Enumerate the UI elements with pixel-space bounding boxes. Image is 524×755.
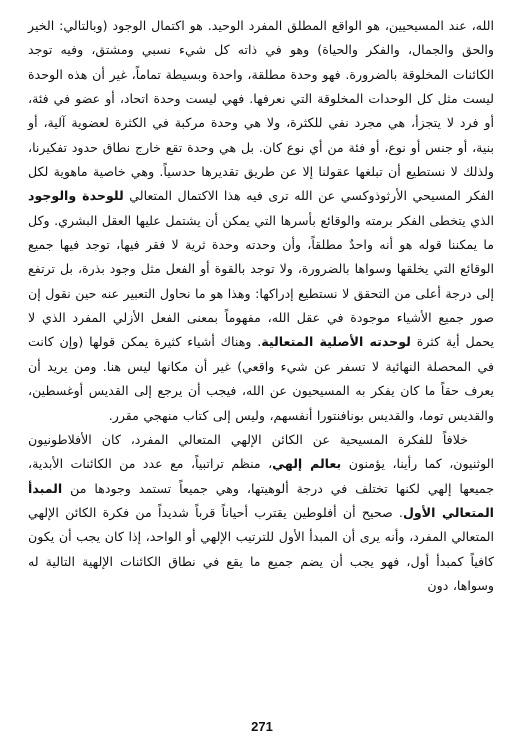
paragraph-2	[28, 428, 494, 598]
paragraph-1-segment-1: الله، عند المسيحيين، هو الواقع المطلق المفرد الوحيد. هو اكتمال الوجود (وبالتالي: الخير والحق والجمال، والفكر والحياة) وهو في ذاته كل شيء نسبي ومشتق، وفيه توجد الكائنات المخلوقة بالضرورة. فهو وحدة مطلقة، واحدة وبسيطة تماماً، غير أن هذه الوحدة ليست مثل كل الوحدات المخلوقة التي نعرفها. فهي ليست وحدة اتحاد، أو عضو في فئة، أو فرد لا يتجزأ، هي مجرد نفي للكثرة، ولا هي وحدة مركبة في الكثرة لعضوية آلية، أو بنية، أو جنس أو نوع، أو فئة من أي نوع كان. بل هي وحدة تقع خارج نطاق حدود تفكيرنا، ولذلك لا نستطيع أن تبلغها عقولنا إلا عن طريق تقديرها حدسياً. وهي خاصية ماهوية لكل الفكر المسيحي الأرثوذوكسي عن الله ترى فيه هذا الاكتمال المتعالي	[28, 18, 494, 204]
paragraph-2-bold-term-2: المبدأ المتعالي الأول	[28, 480, 494, 520]
paragraph-2-segment-2: ، منظم تراتبياً، مع عدد من الكائنات الأبدية، جميعها إلهي لكنها تختلف في درجة ألوهيتها، وهي جميعاً تستمد وجودها من	[28, 456, 494, 496]
paragraph-1-bold-term-2: لوحدته الأصلية المتعالية	[261, 334, 411, 350]
paragraph-1-bold-term-1: للوحدة والوجود	[28, 188, 124, 204]
page-number: 271	[251, 719, 273, 734]
page-body	[28, 14, 494, 598]
paragraph-1-segment-2: الذي يتخطى الفكر برمته والوقائع بأسرها التي يمكن أن يشتمل عليها العقل البشري. وكل ما يمكننا قوله هو أنه واحدٌ مطلقاً، وأن وحدته وحدة ثرية لا فقر فيها، توجد فيها جميع الوقائع التي يخلقها وسواها بالضرورة، ولا توجد بالقوة أو الفعل مثل وجود بذرة، بل ترتفع إلى درجة أعلى من التحقق لا نستطيع إدراكها: وهذا هو ما نحاول التعبير عنه حين نقول إن صور جميع الأشياء موجودة في عقل الله، مفهوماً بمعنى الفعل الأزلي المفرد الذي لا يحمل أية كثرة	[28, 212, 494, 350]
paragraph-2-segment-3: . صحيح أن أفلوطين يقترب أحياناً قرباً شديداً من فكرة الكائن الإلهي المتعالي المفرد، وأنه يرى أن المبدأ الأول للترتيب الإلهي أو الواحد، إذا كان يجب أن يكون كافياً كمبدأ أول، فهو يجب أن يضم جميع ما يقع في نطاق الكائنات الإلهية التالية له وسواها، دون	[28, 504, 494, 593]
paragraph-1	[28, 14, 494, 428]
paragraph-1-segment-3: . وهناك أشياء كثيرة يمكن قولها (وإن كانت في المحصلة النهائية لا تسفر عن شيء واقعي) غير أن مكانها ليس هنا. ومن يريد أن يعرف حقاً ما كان يفكر به المسيحيون عن الله، فيجب أن يرجع إلى القديس أوغسطين، والقديس توما، والقديس بونافنتورا أنفسهم، وليس إلى كتاب منهجي مقرر.	[28, 334, 494, 423]
paragraph-2-segment-1: خلافاً للفكرة المسيحية عن الكائن الإلهي المتعالي المفرد، كان الأفلاطونيون الوثنيون، كما رأينا، يؤمنون	[28, 431, 494, 472]
paragraph-2-bold-term-1: بعالم إلهي	[272, 456, 342, 472]
